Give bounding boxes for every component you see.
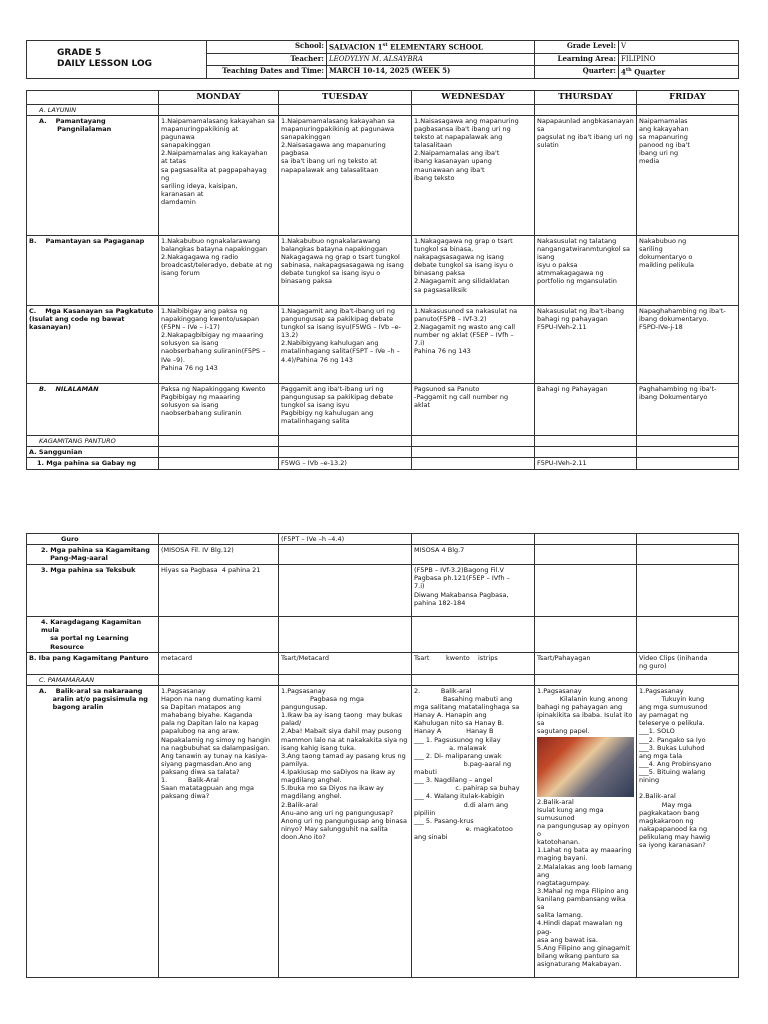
kma-thursday bbox=[535, 545, 637, 565]
quarter-label: Quarter: bbox=[535, 65, 619, 78]
teksbuk-label: 3. Mga pahina sa Teksbuk bbox=[27, 565, 159, 617]
pamantayang-tuesday: 1.Naipamamalasang kakayahan sa mapanuringpakikinig at pagunawa sanapakinggan 2.Naisasagawa ang mapanuring pagbasa sa iba't ibang uri ng teksto at napapalawak ang talasalitaan bbox=[279, 115, 412, 235]
balik-aral-label: A. Balik-aral sa nakaraang aralin at/o pagsisimula ng bagong aralin bbox=[27, 685, 159, 977]
newspaper-photo bbox=[537, 737, 634, 797]
kasanayan-label: C. Mga Kasanayan sa Pagkatuto (Isulat ang code ng bawat kasanayan) bbox=[27, 305, 159, 383]
dates-value: MARCH 10-14, 2025 (WEEK 5) bbox=[327, 65, 535, 78]
teksbuk-thursday bbox=[535, 565, 637, 617]
karagdagang-tuesday bbox=[279, 617, 412, 653]
area-label: Learning Area: bbox=[535, 54, 619, 66]
kma-monday: (MISOSA Fil. IV Blg.12) bbox=[159, 545, 279, 565]
pagganap-tuesday: 1.Nakabubuo ngnakalarawang balangkas batayna napakinggan Nakagagawa ng grap o tsart tungkol sabinasa, nakapagsasagawa ng isang debate tungkol sa isang isyu o binasang paksa bbox=[279, 235, 412, 305]
teksbuk-wednesday: (F5PB – IVf-3.2)Bagong Fil.V Pagbasa ph.121(F5EP – IVfh – 7.i) Diwang Makabansa Pagbasa, pahina 182-184 bbox=[412, 565, 535, 617]
gabay-label-cont: Guro bbox=[27, 534, 159, 545]
kma-wednesday: MISOSA 4 Blg.7 bbox=[412, 545, 535, 565]
layunin-heading: A. LAYUNIN bbox=[27, 104, 159, 115]
balik-aral-thursday bbox=[535, 685, 637, 977]
kma-friday bbox=[637, 545, 739, 565]
pamantayang-friday: Naipamamalas ang kakayahan sa mapanuring panood ng iba't ibang uri ng media bbox=[637, 115, 739, 235]
lesson-table-page1 bbox=[26, 90, 738, 470]
pamantayang-thursday: Napapaunlad angbkasanayan sa pagsulat ng iba't ibang uri ng sulatin bbox=[535, 115, 637, 235]
nilalaman-friday: Paghahambing ng iba't- ibang Dokumentaryo bbox=[637, 383, 739, 435]
day-header-thursday: THURSDAY bbox=[535, 91, 637, 105]
karagdagang-thursday bbox=[535, 617, 637, 653]
iba-pang-label: B. Iba pang Kagamitang Panturo bbox=[27, 652, 159, 674]
header-block bbox=[26, 40, 738, 79]
day-header-wednesday: WEDNESDAY bbox=[412, 91, 535, 105]
kma-tuesday bbox=[279, 545, 412, 565]
teacher-label: Teacher: bbox=[207, 54, 327, 66]
balik-aral-tuesday: 1.Pagsasanay Pagbasa ng mga pangungusap. 1.Ikaw ba ay isang taong may bukas palad/ 2.Aba! Mabait siya dahil may pusong mammon lalo na at nakakakita siya ng isang kahig isang tuka. 3.Ang taong tamad ay pasang krus ng pamilya. 4.Ipakiusap mo saDiyos na ikaw ay magdilang anghel. 5.Ibuka mo sa Diyos na ikaw ay magdilang anghel. 2.Balik-aral Anu-ano ang uri ng pangungusap? Anong uri ng pangungusap ang binasa ninyo? May salungguhit na salita doon.Ano ito? bbox=[279, 685, 412, 977]
iba-pang-friday: Video Clips (inihanda ng guro) bbox=[637, 652, 739, 674]
thursday-balik-aral: 2.Balik-aral Isulat kung ang mga sumusunod na pangungusap ay opinyon o katotohanan. 1.Lahat ng bata ay maaaring maging bayani. 2.Malalakas ang loob lamang ang nagtatagumpay. 3.Mahal ng mga Filipino ang kanilang pambansang wika sa salita lamang. 4.Hindi dapat mawalan ng pag- asa ang bawat isa. 5.Ang Filipino ang ginagamit bilang wikang panturo sa asignaturang Makabayan. bbox=[537, 797, 633, 968]
balik-aral-friday: 1.Pagsasanay Tukuyin kung ang mga sumusunod ay pamagat ng teleserye o pelikula. ___1. SOLO ___2. Pangako sa Iyo ___3. Bukas Luluhod ang mga tala ___4. Ang Probinsyano ___5. Bituing walang nining 2.Balik-aral May mga pagkakataon bang magkakaroon ng nakapapanood ka ng pelikulang may hawig sa iyong karanasan? bbox=[637, 685, 739, 977]
area-value: FILIPINO bbox=[619, 54, 739, 66]
iba-pang-wednesday: Tsart kwento istrips bbox=[412, 652, 535, 674]
grade-level-value: V bbox=[619, 41, 739, 54]
kagamitan-heading: KAGAMITANG PANTURO bbox=[27, 435, 159, 446]
kasanayan-friday: Napaghahambing ng iba't- ibang dokumentaryo. F5PD-IVe-j-18 bbox=[637, 305, 739, 383]
nilalaman-thursday: Bahagi ng Pahayagan bbox=[535, 383, 637, 435]
iba-pang-tuesday: Tsart/Metacard bbox=[279, 652, 412, 674]
gabay-cont-friday bbox=[637, 534, 739, 545]
pamantayang-monday: 1.Naipamamalasang kakayahan sa mapanuringpakikinig at pagunawa sanapakinggan 2.Naipamamalas ang kakayahan at tatas sa pagsasalita at pagpapahayag ng sariling ideya, kaisipan, karanasan at damdamin bbox=[159, 115, 279, 235]
day-header-friday: FRIDAY bbox=[637, 91, 739, 105]
teksbuk-tuesday bbox=[279, 565, 412, 617]
karagdagang-friday bbox=[637, 617, 739, 653]
pamantayang-wednesday: 1.Naisasagawa ang mapanuring pagbasansa iba't ibang uri ng teksto at napapalawak ang talasalitaan 2.Naipamamalas ang iba't ibang kasanayan upang maunawaan ang iba't ibang teksto bbox=[412, 115, 535, 235]
gabay-cont-tuesday: (F5PT – IVe –h –4.4) bbox=[279, 534, 412, 545]
day-header-monday: MONDAY bbox=[159, 91, 279, 105]
gabay-wednesday bbox=[412, 458, 535, 470]
gabay-label: 1. Mga pahina sa Gabay ng bbox=[27, 458, 159, 470]
karagdagang-label: 4. Karagdagang Kagamitan mula sa portal ng Learning Resource bbox=[27, 617, 159, 653]
lesson-table-page2 bbox=[26, 533, 738, 978]
gabay-tuesday: F5WG – IVb –e-13.2) bbox=[279, 458, 412, 470]
kagamitang-mag-aaral-label: 2. Mga pahina sa Kagamitang Pang-Mag-aaral bbox=[27, 545, 159, 565]
quarter-value: 4th Quarter bbox=[619, 65, 739, 78]
corner-cell bbox=[27, 91, 159, 105]
nilalaman-label: B. NILALAMAN bbox=[27, 383, 159, 435]
balik-aral-wednesday: 2. Balik-aral Basahing mabuti ang mga salitang matatalinghaga sa Hanay A. Hanapin ang Kahulugan nito sa Hanay B. Hanay A Hanay B ___ 1. Pagsusunog ng kilay a. malawak ___ 2. Di- maliparang uwak b.pag-aaral ng mabuti ___ 3. Nagdilang – angel c. pahirap sa buhay ___ 4. Walang itulak-kabigin d.di alam ang pipiliin ___ 5. Pasang-krus e. magkatotoo ang sinabi bbox=[412, 685, 535, 977]
school-label: School: bbox=[207, 41, 327, 54]
grade-label: GRADE 5 bbox=[57, 48, 102, 59]
kasanayan-tuesday: 1.Nagagamit ang iba't-ibang uri ng pangungusap sa pakikipag debate tungkol sa isang isyu(F5WG – IVb –e-13.2) 2.Nabibigyang kahulugan ang matalinhagang salita(F5PT – IVe –h – 4.4)/Pahina 76 ng 143 bbox=[279, 305, 412, 383]
gabay-cont-monday bbox=[159, 534, 279, 545]
gabay-cont-thursday bbox=[535, 534, 637, 545]
teksbuk-friday bbox=[637, 565, 739, 617]
gabay-thursday: F5PU-IVeh-2.11 bbox=[535, 458, 637, 470]
pagganap-label: B. Pamantayan sa Pagaganap bbox=[27, 235, 159, 305]
teacher-value: LEODYLYN M. ALSAYBRA bbox=[327, 54, 535, 66]
header-title bbox=[27, 41, 207, 79]
nilalaman-wednesday: Pagsunod sa Panuto -Paggamit ng call number ng aklat bbox=[412, 383, 535, 435]
dates-label: Teaching Dates and Time: bbox=[207, 65, 327, 78]
gabay-cont-wednesday bbox=[412, 534, 535, 545]
kasanayan-monday: 1.Naibibigay ang paksa ng napakinggang kwento/usapan (F5PN – IVe – i-17) 2.Nakapagbibigay ng maaaring solusyon sa isang naobserbahang suliranin(F5PS – IVe –9). Pahina 76 ng 143 bbox=[159, 305, 279, 383]
karagdagang-monday bbox=[159, 617, 279, 653]
pagganap-thursday: Nakasusulat ng talatang nangangatwiranmtungkol sa isang isyu o paksa atmmakagagawa ng portfolio ng mgansulatin bbox=[535, 235, 637, 305]
gabay-friday bbox=[637, 458, 739, 470]
pamantayang-label: A. Pamantayang Pangnilalaman bbox=[27, 115, 159, 235]
balik-aral-monday: 1.Pagsasanay Hapon na nang dumating kami sa Dapitan matapos ang mahabang biyahe. Kaganda pala ng Dapitan lalo na kapag papalubog na ang araw. Napakalamig ng simoy ng hangin na nagbubuhat sa dalampasigan. Ang tanawin ay tunay na kasiya- siyang pagmasdan.Ano ang paksang diwa sa talata? 1. Balik-Aral Saan matatagpuan ang mga paksang diwa? bbox=[159, 685, 279, 977]
kasanayan-wednesday: 1.Nakasusunod sa nakasulat na panuto(F5PB – IVf-3.2) 2.Nagagamit ng wasto ang call number ng aklat (F5EP – IVfh – 7.i) Pahina 76 ng 143 bbox=[412, 305, 535, 383]
day-header-tuesday: TUESDAY bbox=[279, 91, 412, 105]
nilalaman-tuesday: Paggamit ang iba't-ibang uri ng pangungusap sa pakikipag debate tungkol sa isang isyu Pagbibigy ng kahulugan ang matalinhagang salita bbox=[279, 383, 412, 435]
sanggunian-heading: A. Sanggunian bbox=[27, 446, 159, 457]
teksbuk-monday: Hiyas sa Pagbasa 4 pahina 21 bbox=[159, 565, 279, 617]
thursday-pagsasanay: 1.Pagsasanay Kilalanin kung anong bahagi ng pahayagan ang ipinakikita sa ibaba. Isulat ito sa sagutang papel. bbox=[537, 686, 633, 736]
school-value: SALVACION 1st ELEMENTARY SCHOOL bbox=[327, 41, 535, 54]
grade-level-label: Grade Level: bbox=[535, 41, 619, 54]
gabay-monday bbox=[159, 458, 279, 470]
pagganap-friday: Nakabubuo ng sariling dokumentaryo o maikling pelikula bbox=[637, 235, 739, 305]
pamamaraan-heading: C. PAMAMARAAN bbox=[27, 674, 159, 685]
iba-pang-monday: metacard bbox=[159, 652, 279, 674]
karagdagang-wednesday bbox=[412, 617, 535, 653]
log-label: DAILY LESSON LOG bbox=[57, 59, 152, 70]
kasanayan-thursday: Nakasusulat ng iba't-ibang bahagi ng pahayagan F5PU-IVeh-2.11 bbox=[535, 305, 637, 383]
iba-pang-thursday: Tsart/Pahayagan bbox=[535, 652, 637, 674]
nilalaman-monday: Paksa ng Napakinggang Kwento Pagbibigay ng maaaring solusyon sa isang naobserbahang suliranin bbox=[159, 383, 279, 435]
pagganap-wednesday: 1.Nakagagawa ng grap o tsart tungkol sa binasa, nakapagsasagawa ng isang debate tungkol sa isang isyu o binasang paksa 2.Nagagamit ang silidaklatan sa pagsasaliksik bbox=[412, 235, 535, 305]
pagganap-monday: 1.Nakabubuo ngnakalarawang balangkas batayna napakinggan 2.Nakagagawa ng radio broadcast/teleradyo, debate at ng isang forum bbox=[159, 235, 279, 305]
